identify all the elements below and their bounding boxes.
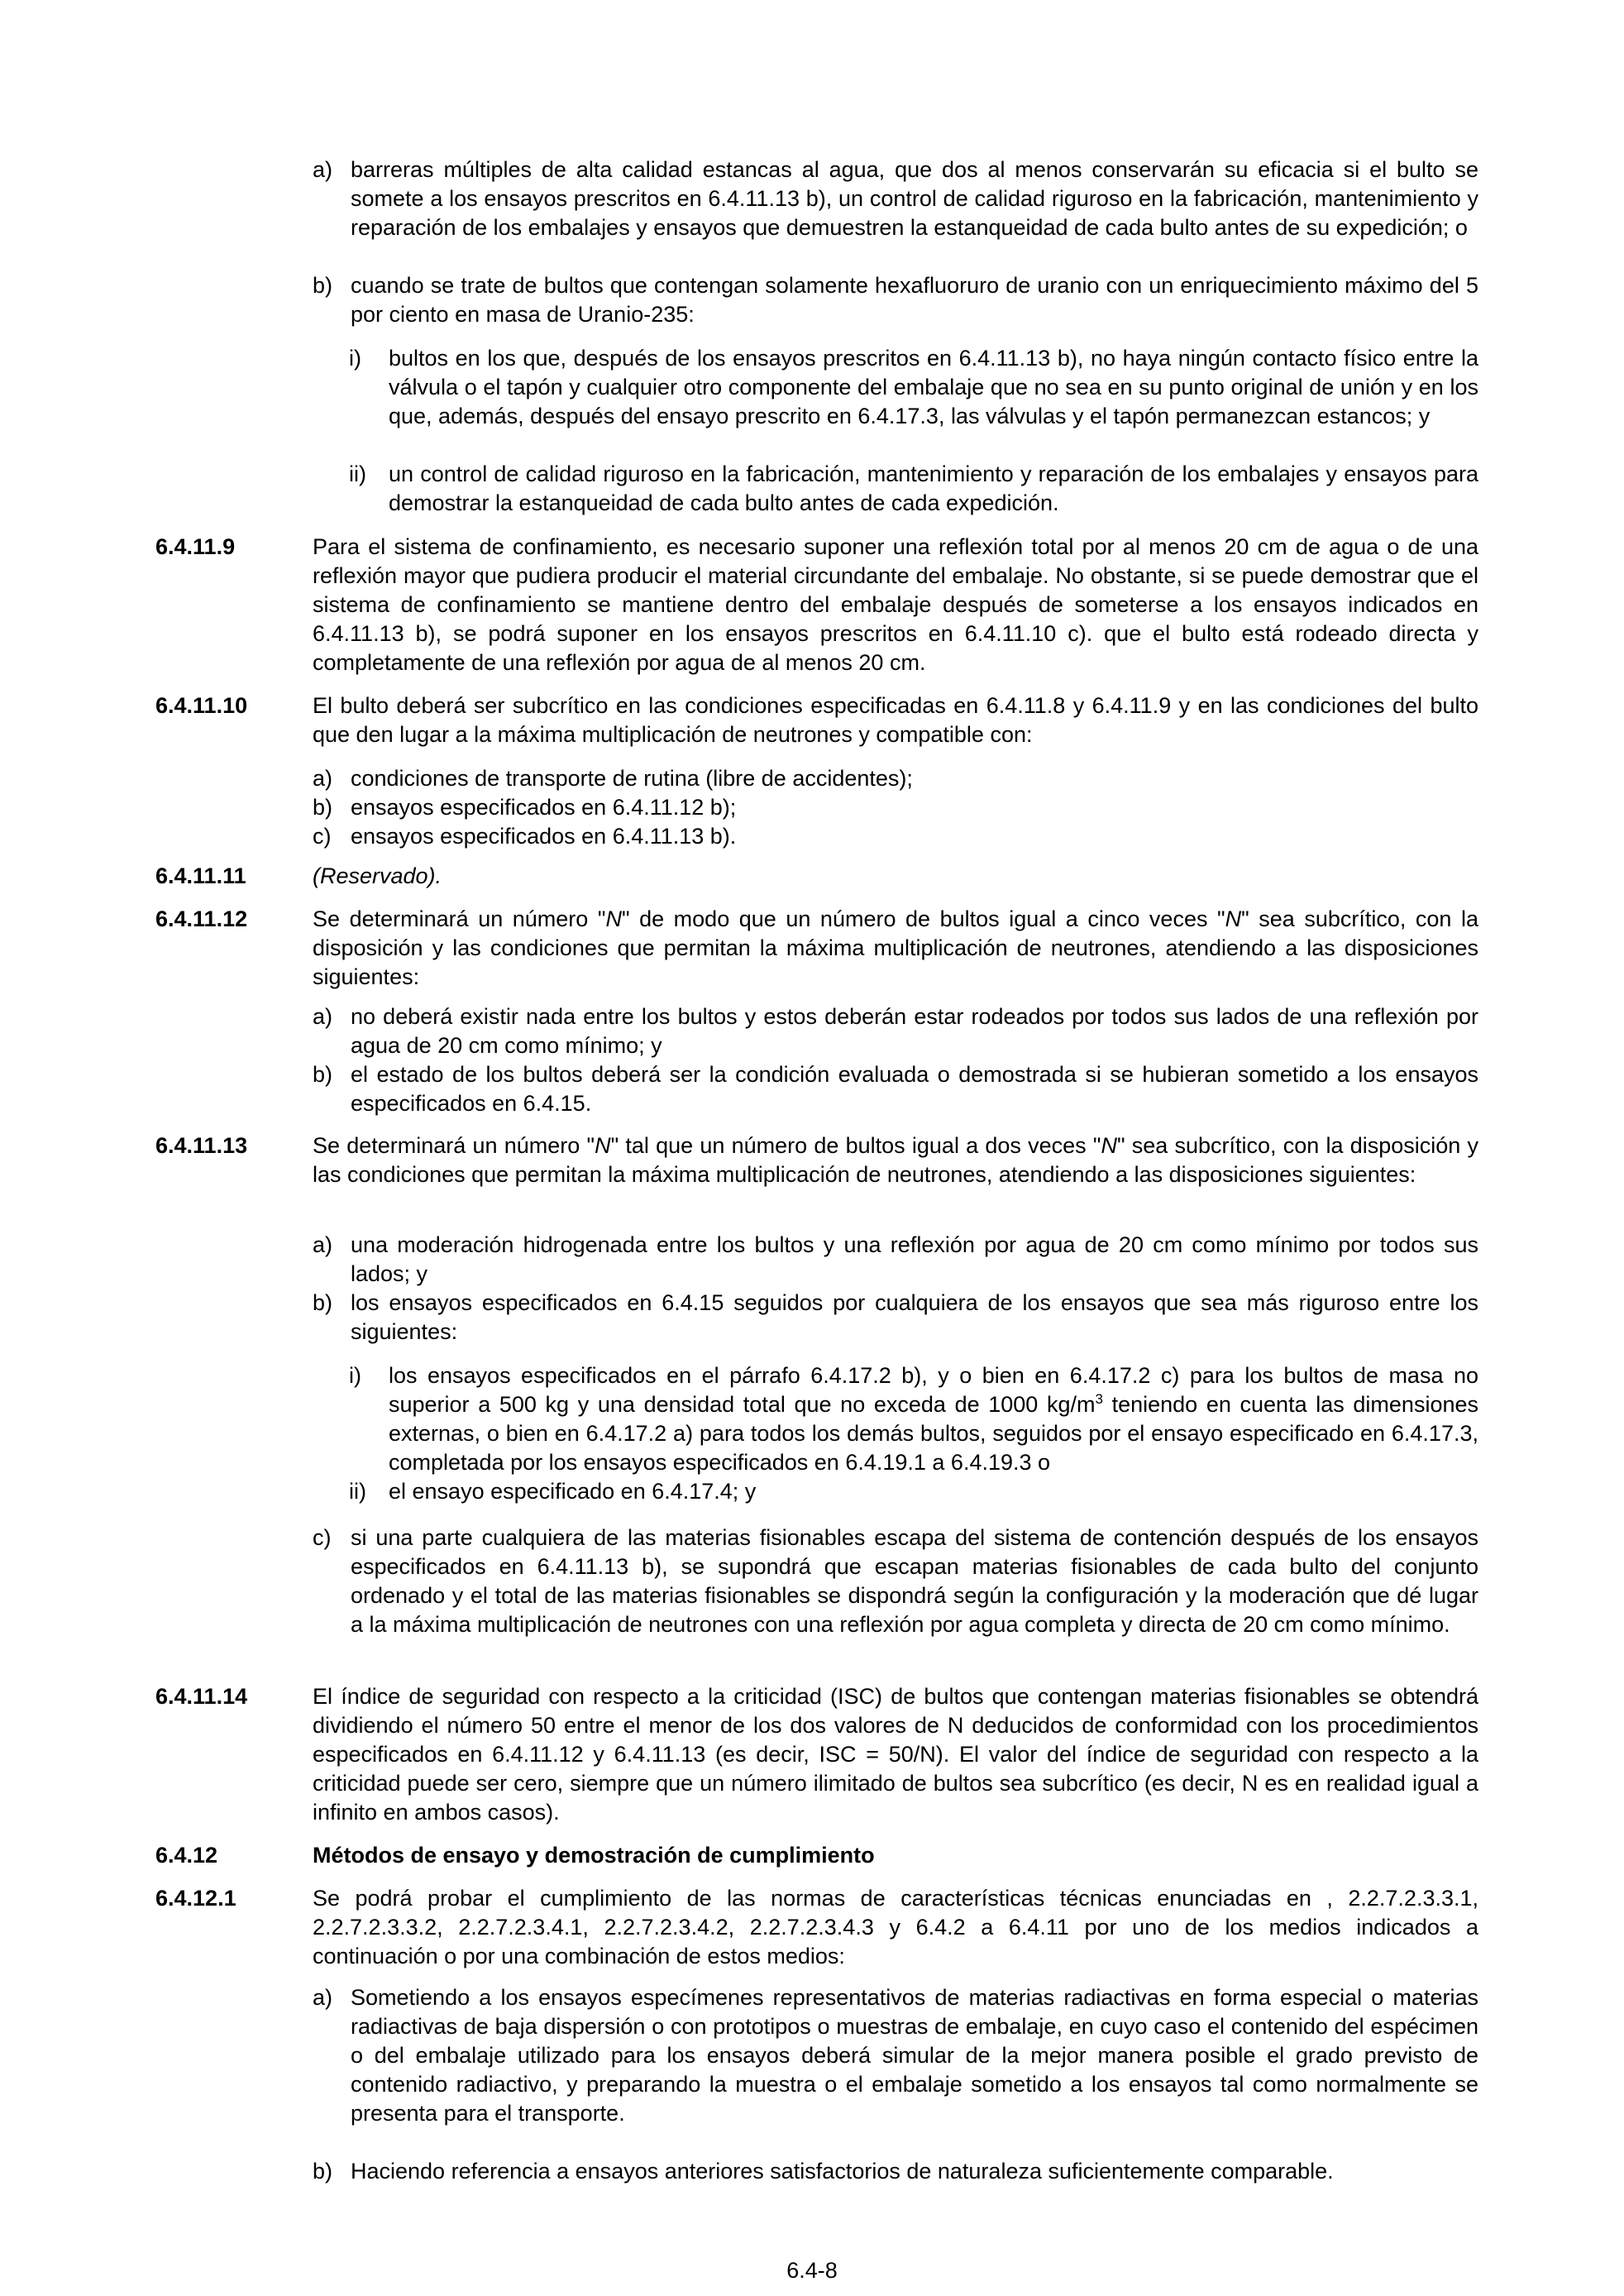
section-number: 6.4.12.1 [155,1886,236,1911]
list-item [313,1289,1478,1347]
sub-list-item [349,344,1478,431]
item-text: una moderación hidrogenada entre los bultos y una reflexión por agua de 20 cm como mínimo por todos sus lados; y [351,1232,1478,1286]
item-text: el estado de los bultos deberá ser la condición evaluada o demostrada si se hubieran sometido a los ensayos especificados en 6.4.15. [351,1062,1478,1116]
section-text: Para el sistema de confinamiento, es necesario suponer una reflexión total por al menos 20 cm de agua o de una reflexión mayor que pudiera producir el material circundante del embalaje. No obstante, si se puede demostrar que el sistema de confinamiento se mantiene dentro del embalaje después de someterse a los ensayos indicados en 6.4.11.13 b), se podrá suponer en los ensayos prescritos en 6.4.11.10 c). que el bulto está rodeado directa y completamente de una reflexión por agua de al menos 20 cm. [313,534,1478,675]
text-run: teniendo en cuenta las dimensiones externas, o bien en 6.4.17.2 a) para todos los demás bultos, seguidos por el ensayo especificado en 6.4.17.3, completada por los ensayos especificados en 6.4.19.1 a 6.4.19.3 o [389,1392,1478,1475]
text-run: " sea subcrítico, con la disposición y las condiciones que permitan la máxima multiplicación de neutrones, atendiendo a las disposiciones siguientes: [313,906,1479,989]
list-item [313,793,1478,822]
item-marker: c) [313,824,332,849]
item-marker: b) [313,1062,333,1087]
item-text: barreras múltiples de alta calidad estancas al agua, que dos al menos conservarán su eficacia si el bulto se somete a los ensayos prescritos en 6.4.11.13 b), un control de calidad riguroso en la fabricación, mantenimiento y reparación de los embalajes y ensayos que demuestren la estanqueidad de cada bulto antes de su expedición; o [351,157,1478,240]
superscript: 3 [1095,1391,1103,1407]
section-number: 6.4.11.11 [155,863,246,888]
variable-n: N [605,906,622,931]
text-run: " tal que un número de bultos igual a dos veces " [610,1133,1101,1158]
variable-n: N [595,1133,611,1158]
section-number: 6.4.11.9 [155,534,236,559]
list-item [313,1983,1478,2128]
subitem-text [389,1361,1478,1477]
item-text: si una parte cualquiera de las materias fisionables escapa del sistema de contención después de los ensayos especificados en 6.4.11.13 b), se supondrá que escapan materias fisionables de cada bulto del conjunto ordenado y el total de las materias fisionables se dispondrá según la configuración y la moderación que dé lugar a la máxima multiplicación de neutrones con una reflexión por agua completa y directa de 20 cm como mínimo. [351,1525,1478,1637]
item-marker: b) [313,273,333,298]
sub-list-item [349,1361,1478,1477]
item-marker: b) [313,795,333,820]
item-text: Sometiendo a los ensayos especímenes representativos de materias radiactivas en forma especial o materias radiactivas de baja dispersión o con prototipos o muestras de embalaje, en cuyo caso el contenido del espécimen o del embalaje utilizado para los ensayos deberá simular de la mejor manera posible el grado previsto de contenido radiactivo, y preparando la muestra o el embalaje sometido a los ensayos tal como normalmente se presenta para el transporte. [351,1985,1478,2126]
list-item [313,1002,1478,1060]
item-text: ensayos especificados en 6.4.11.13 b). [351,824,737,849]
section-number: 6.4.11.10 [155,693,248,718]
item-marker: c) [313,1525,332,1550]
list-item [313,822,1478,851]
item-text: condiciones de transporte de rutina (libre de accidentes); [351,766,913,791]
list-item [313,1060,1478,1118]
item-marker: a) [313,1004,333,1029]
section-number: 6.4.11.12 [155,906,248,931]
list-item [313,1231,1478,1289]
section-text: Se podrá probar el cumplimiento de las normas de características técnicas enunciadas en , 2.2.7.2.3.3.1, 2.2.7.2.3.3.2, 2.2.7.2.3.4.1, 2.2.7.2.3.4.2, 2.2.7.2.3.4.3 y 6.4.2 a 6.4.11 por uno de los medios indicados a continuación o por una combinación de estos medios: [313,1886,1478,1968]
section-text: El bulto deberá ser subcrítico en las condiciones especificadas en 6.4.11.8 y 6.4.11.9 y en las condiciones del bulto que den lugar a la máxima multiplicación de neutrones y compatible con: [313,693,1478,747]
section-text: (Reservado). [313,863,442,888]
item-marker: a) [313,1985,333,2010]
item-text: no deberá existir nada entre los bultos y estos deberán estar rodeados por todos sus lados de una reflexión por agua de 20 cm como mínimo; y [351,1004,1478,1058]
subitem-marker: ii) [349,462,366,486]
section-text [313,1131,1478,1189]
list-item [313,2157,1478,2186]
item-marker: b) [313,2159,333,2184]
item-marker: a) [313,157,333,182]
section-number: 6.4.11.14 [155,1684,248,1709]
section-heading: Métodos de ensayo y demostración de cumplimiento [313,1843,875,1868]
variable-n: N [1225,906,1242,931]
item-text: los ensayos especificados en 6.4.15 seguidos por cualquiera de los ensayos que sea más riguroso entre los siguientes: [351,1290,1478,1344]
section-text: El índice de seguridad con respecto a la criticidad (ISC) de bultos que contengan materias fisionables se obtendrá dividiendo el número 50 entre el menor de los dos valores de N deducidos de conformidad con los procedimientos especificados en 6.4.11.12 y 6.4.11.13 (es decir, ISC = 50/N). El valor del índice de seguridad con respecto a la criticidad puede ser cero, siempre que un número ilimitado de bultos sea subcrítico (es decir, N es en realidad igual a infinito en ambos casos). [313,1684,1478,1825]
subitem-marker: ii) [349,1479,366,1504]
list-item [313,155,1478,242]
subitem-text: un control de calidad riguroso en la fabricación, mantenimiento y reparación de los embalajes y ensayos para demostrar la estanqueidad de cada bulto antes de cada expedición. [389,462,1478,515]
list-item [313,764,1478,793]
sub-list-item [349,1477,1478,1506]
sub-list-item [349,460,1478,518]
item-marker: a) [313,1232,333,1257]
text-run: " de modo que un número de bultos igual a cinco veces " [621,906,1225,931]
subitem-text: el ensayo especificado en 6.4.17.4; y [389,1479,757,1504]
item-text: ensayos especificados en 6.4.11.12 b); [351,795,737,820]
subitem-marker: i) [349,346,361,371]
subitem-text: bultos en los que, después de los ensayos prescritos en 6.4.11.13 b), no haya ningún contacto físico entre la válvula o el tapón y cualquier otro componente del embalaje que no sea en su punto original de unión y en los que, además, después del ensayo prescrito en 6.4.17.3, las válvulas y el tapón permanezcan estancos; y [389,346,1478,428]
item-marker: a) [313,766,333,791]
text-run: Se determinará un número " [313,906,606,931]
item-text: cuando se trate de bultos que contengan solamente hexafluoruro de uranio con un enriquecimiento máximo del 5 por ciento en masa de Uranio-235: [351,273,1478,327]
section-number: 6.4.12 [155,1843,218,1868]
text-run: Se determinará un número " [313,1133,595,1158]
page-number: 6.4-8 [786,2258,838,2283]
text-run: los ensayos especificados en el párrafo 6.4.17.2 b), y o bien en 6.4.17.2 c) para los bultos de masa no superior a 500 kg y una densidad total que no exceda de 1000 kg/m [389,1363,1478,1417]
list-item [313,271,1478,329]
section-text [313,905,1478,992]
section-number: 6.4.11.13 [155,1133,248,1158]
subitem-marker: i) [349,1363,361,1388]
list-item [313,1523,1478,1639]
text-run: " sea subcrítico, con la disposición y las condiciones que permitan la máxima multiplicación de neutrones, atendiendo a las disposiciones siguientes: [313,1133,1478,1187]
variable-n: N [1101,1133,1117,1158]
item-marker: b) [313,1290,333,1315]
item-text: Haciendo referencia a ensayos anteriores satisfactorios de naturaleza suficientemente comparable. [351,2159,1334,2184]
